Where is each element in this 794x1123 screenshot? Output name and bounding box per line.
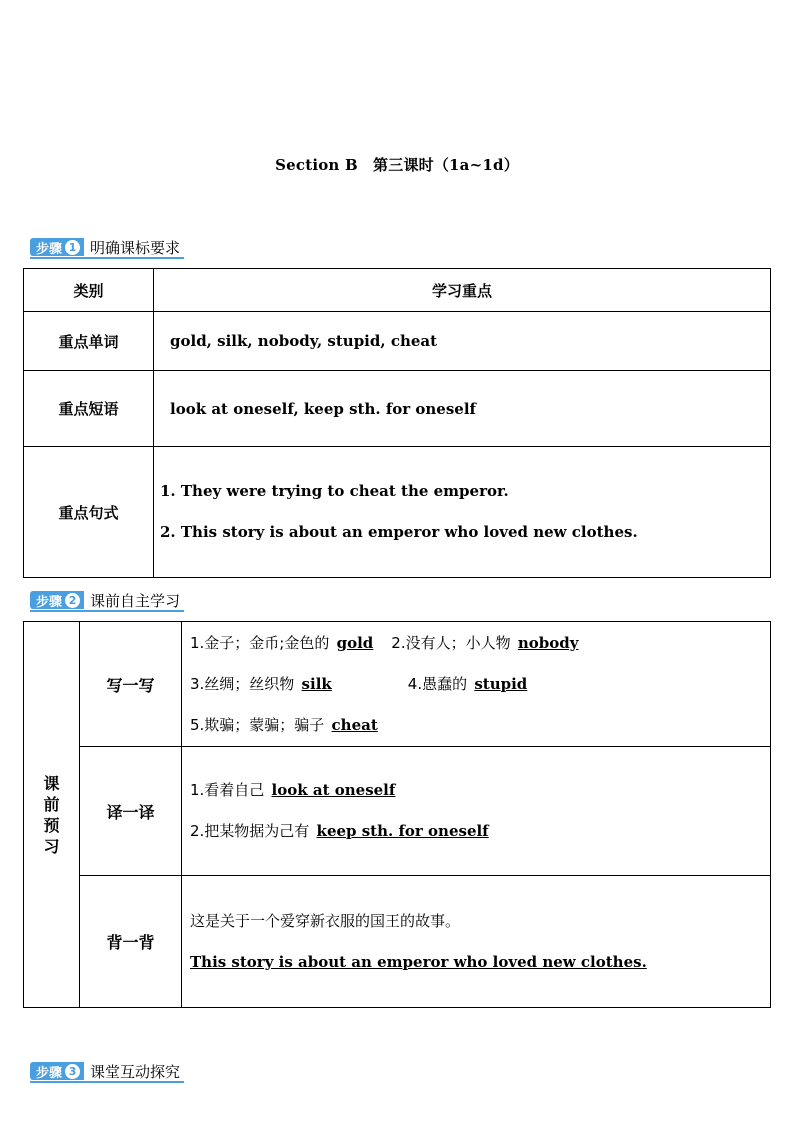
step-badge: 步骤 2 — [30, 591, 84, 609]
step-2-heading — [30, 590, 184, 612]
list-item: 3.丝绸；丝织物 silk 4.愚蠢的 stupid — [190, 674, 528, 693]
answer: nobody — [517, 633, 579, 652]
step-badge: 步骤 3 — [30, 1062, 84, 1080]
key-sentences — [154, 447, 771, 578]
preview-table — [23, 621, 771, 1008]
answer: keep sth. for oneself — [316, 822, 489, 840]
list-item: 2.把某物据为己有 keep sth. for oneself — [190, 822, 489, 840]
translate-content — [182, 747, 771, 876]
list-item: 1.金子；金币;金色的 gold 2.没有人；小人物 nobody — [190, 633, 579, 652]
section-label: 课前预习 — [24, 622, 80, 1008]
answer: gold — [336, 633, 374, 652]
answer: cheat — [331, 715, 378, 734]
list-item: 1.看着自己 look at oneself — [190, 781, 396, 799]
step-number: 3 — [65, 1064, 80, 1079]
table-header-row — [24, 269, 771, 312]
row-category: 重点单词 — [24, 312, 154, 371]
table-row — [24, 371, 771, 447]
list-item: 5.欺骗；蒙骗；骗子 cheat — [190, 715, 378, 734]
page-title: Section B 第三课时（1a~1d） — [275, 156, 519, 174]
row-category: 重点短语 — [24, 371, 154, 447]
recite-content — [182, 876, 771, 1008]
step-1-heading — [30, 237, 184, 259]
header-focus: 学习重点 — [154, 269, 771, 312]
answer: silk — [301, 674, 332, 693]
header-category: 类别 — [24, 269, 154, 312]
translate-row — [24, 747, 771, 876]
answer: This story is about an emperor who loved new clothes. — [190, 952, 647, 971]
sentence-2: 2. This story is about an emperor who loved new clothes. — [160, 523, 638, 541]
write-content — [182, 622, 771, 747]
row-category: 重点句式 — [24, 447, 154, 578]
table-row — [24, 312, 771, 371]
step-3-heading — [30, 1061, 184, 1083]
step-badge: 步骤 1 — [30, 238, 84, 256]
step-number: 1 — [65, 240, 80, 255]
table-row — [24, 447, 771, 578]
write-label: 写一写 — [80, 622, 182, 747]
recite-label: 背一背 — [80, 876, 182, 1008]
key-words: gold, silk, nobody, stupid, cheat — [154, 312, 771, 371]
step-label: 课前自主学习 — [90, 591, 181, 610]
step-number: 2 — [65, 593, 80, 608]
curriculum-table — [23, 268, 771, 578]
translate-label: 译一译 — [80, 747, 182, 876]
step-label: 明确课标要求 — [90, 238, 181, 257]
recite-prompt: 这是关于一个爱穿新衣服的国王的故事。 — [190, 911, 461, 930]
step-label: 课堂互动探究 — [90, 1062, 181, 1081]
write-row — [24, 622, 771, 747]
key-phrases: look at oneself, keep sth. for oneself — [154, 371, 771, 447]
answer: look at oneself — [271, 781, 396, 799]
sentence-1: 1. They were trying to cheat the emperor. — [160, 482, 509, 500]
answer: stupid — [474, 674, 528, 693]
recite-row — [24, 876, 771, 1008]
